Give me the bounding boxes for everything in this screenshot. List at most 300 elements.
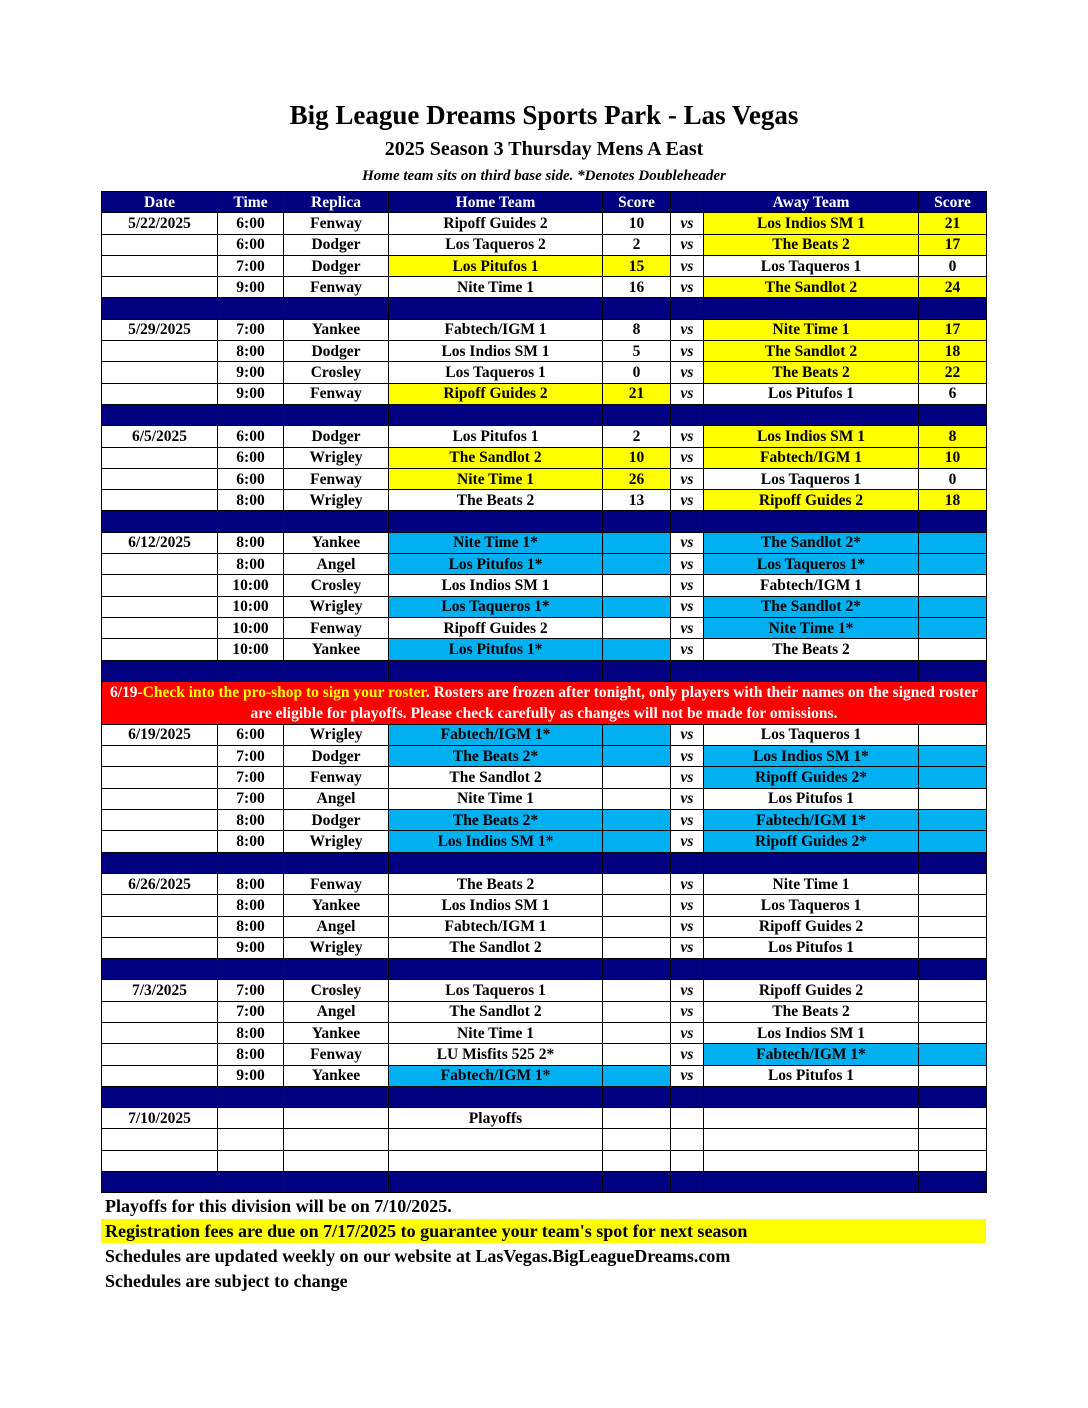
cell-away-team: Ripoff Guides 2 (704, 980, 919, 1001)
cell-away-score (919, 1022, 987, 1043)
game-row (102, 213, 987, 234)
cell-home-team (389, 1129, 603, 1150)
cell-home-score: 8 (603, 319, 671, 340)
cell-time: 8:00 (218, 490, 284, 511)
cell-home-team: The Beats 2* (389, 746, 603, 767)
cell-vs: vs (671, 490, 704, 511)
cell-home-team: Playoffs (389, 1108, 603, 1129)
cell-away-score (919, 810, 987, 831)
cell-away-team: Los Pitufos 1 (704, 788, 919, 809)
cell-time: 7:00 (218, 255, 284, 276)
cell-replica: Wrigley (284, 447, 389, 468)
game-row (102, 617, 987, 638)
cell-vs: vs (671, 980, 704, 1001)
game-row (102, 1001, 987, 1022)
cell-away-score: 18 (919, 341, 987, 362)
cell-vs: vs (671, 362, 704, 383)
cell-vs (671, 1150, 704, 1171)
separator-row (102, 404, 987, 425)
cell-vs: vs (671, 873, 704, 894)
separator-cell (671, 959, 704, 980)
separator-row (102, 959, 987, 980)
cell-date (102, 341, 218, 362)
cell-time: 7:00 (218, 319, 284, 340)
cell-home-team: The Sandlot 2 (389, 447, 603, 468)
separator-cell (284, 1172, 389, 1193)
game-row (102, 532, 987, 553)
cell-away-score: 17 (919, 319, 987, 340)
cell-replica: Dodger (284, 255, 389, 276)
cell-time: 6:00 (218, 724, 284, 745)
separator-cell (919, 298, 987, 319)
cell-away-team: The Beats 2 (704, 639, 919, 660)
col-header-date: Date (102, 192, 218, 213)
cell-date (102, 1001, 218, 1022)
cell-date (102, 362, 218, 383)
cell-time: 9:00 (218, 937, 284, 958)
cell-away-team: Los Taqueros 1* (704, 554, 919, 575)
separator-cell (704, 660, 919, 681)
cell-home-score (603, 532, 671, 553)
cell-home-score (603, 788, 671, 809)
cell-vs: vs (671, 1065, 704, 1086)
game-row (102, 767, 987, 788)
cell-replica: Wrigley (284, 490, 389, 511)
cell-date (102, 617, 218, 638)
cell-replica: Fenway (284, 1044, 389, 1065)
cell-home-score: 16 (603, 277, 671, 298)
cell-away-team: Los Indios SM 1* (704, 746, 919, 767)
cell-away-score (919, 639, 987, 660)
separator-cell (102, 959, 218, 980)
cell-vs: vs (671, 895, 704, 916)
game-row (102, 724, 987, 745)
cell-date (102, 447, 218, 468)
game-row (102, 383, 987, 404)
separator-cell (671, 1172, 704, 1193)
cell-away-score (919, 937, 987, 958)
cell-home-team: Los Pitufos 1 (389, 255, 603, 276)
cell-vs: vs (671, 532, 704, 553)
notice-text: . Rosters are frozen after tonight, only players with their names on the signed roster are eligible for playoffs. Please check carefully as changes will not be made for omissions. (250, 683, 979, 722)
separator-cell (102, 404, 218, 425)
cell-home-score: 13 (603, 490, 671, 511)
cell-vs: vs (671, 831, 704, 852)
separator-cell (919, 660, 987, 681)
game-row (102, 746, 987, 767)
cell-home-team: Los Indios SM 1 (389, 575, 603, 596)
cell-away-score: 10 (919, 447, 987, 468)
separator-cell (704, 298, 919, 319)
separator-cell (102, 1086, 218, 1107)
cell-away-team: The Sandlot 2 (704, 341, 919, 362)
separator-cell (704, 959, 919, 980)
cell-replica: Crosley (284, 980, 389, 1001)
home-team-note: Home team sits on third base side. *Denotes Doubleheader (362, 168, 726, 184)
cell-replica: Crosley (284, 362, 389, 383)
cell-home-team: Los Pitufos 1 (389, 426, 603, 447)
separator-cell (284, 1086, 389, 1107)
cell-vs: vs (671, 277, 704, 298)
separator-cell (284, 404, 389, 425)
cell-home-score: 5 (603, 341, 671, 362)
cell-home-score: 10 (603, 447, 671, 468)
cell-time: 8:00 (218, 895, 284, 916)
cell-home-team: Fabtech/IGM 1* (389, 1065, 603, 1086)
cell-away-score: 8 (919, 426, 987, 447)
cell-vs: vs (671, 234, 704, 255)
cell-home-team: LU Misfits 525 2* (389, 1044, 603, 1065)
game-row (102, 234, 987, 255)
cell-date (102, 1044, 218, 1065)
separator-cell (284, 298, 389, 319)
cell-away-team: Nite Time 1 (704, 873, 919, 894)
cell-date (102, 277, 218, 298)
cell-replica: Wrigley (284, 724, 389, 745)
cell-time: 8:00 (218, 532, 284, 553)
cell-vs: vs (671, 617, 704, 638)
cell-home-team: Los Taqueros 1 (389, 980, 603, 1001)
cell-replica: Yankee (284, 319, 389, 340)
cell-away-team: Los Pitufos 1 (704, 1065, 919, 1086)
cell-vs: vs (671, 319, 704, 340)
cell-away-score: 21 (919, 213, 987, 234)
separator-cell (102, 511, 218, 532)
cell-away-team: The Sandlot 2 (704, 277, 919, 298)
cell-home-team: Ripoff Guides 2 (389, 383, 603, 404)
cell-date (102, 1129, 218, 1150)
game-row (102, 810, 987, 831)
separator-row (102, 660, 987, 681)
cell-date: 7/3/2025 (102, 980, 218, 1001)
cell-home-score (603, 724, 671, 745)
separator-cell (919, 959, 987, 980)
cell-away-team: Los Indios SM 1 (704, 426, 919, 447)
cell-away-team: Fabtech/IGM 1 (704, 575, 919, 596)
separator-cell (671, 404, 704, 425)
game-row (102, 831, 987, 852)
cell-home-team: The Beats 2 (389, 873, 603, 894)
cell-vs: vs (671, 426, 704, 447)
cell-date (102, 575, 218, 596)
game-row (102, 362, 987, 383)
cell-vs: vs (671, 255, 704, 276)
cell-time: 8:00 (218, 831, 284, 852)
cell-away-score (919, 1065, 987, 1086)
col-header-vs (671, 192, 704, 213)
cell-vs: vs (671, 937, 704, 958)
cell-away-team: Los Indios SM 1 (704, 213, 919, 234)
cell-away-team: Los Pitufos 1 (704, 383, 919, 404)
cell-time: 8:00 (218, 1044, 284, 1065)
cell-time: 6:00 (218, 426, 284, 447)
game-row (102, 873, 987, 894)
separator-cell (218, 959, 284, 980)
cell-time: 8:00 (218, 1022, 284, 1043)
cell-home-team: Los Pitufos 1* (389, 639, 603, 660)
cell-vs: vs (671, 746, 704, 767)
cell-away-team (704, 1108, 919, 1129)
separator-cell (389, 660, 603, 681)
col-header-replica: Replica (284, 192, 389, 213)
cell-vs: vs (671, 1001, 704, 1022)
cell-home-score (603, 1022, 671, 1043)
cell-away-team: Fabtech/IGM 1* (704, 810, 919, 831)
cell-home-team (389, 1150, 603, 1171)
cell-date (102, 596, 218, 617)
cell-replica: Angel (284, 916, 389, 937)
cell-away-team: Los Indios SM 1 (704, 1022, 919, 1043)
cell-vs: vs (671, 468, 704, 489)
col-header-away-score: Score (919, 192, 987, 213)
cell-date: 6/26/2025 (102, 873, 218, 894)
cell-away-score: 24 (919, 277, 987, 298)
cell-away-score: 0 (919, 468, 987, 489)
cell-date (102, 831, 218, 852)
cell-home-team: Nite Time 1* (389, 532, 603, 553)
cell-date: 6/12/2025 (102, 532, 218, 553)
separator-cell (919, 852, 987, 873)
table-header-row (102, 192, 987, 213)
cell-date (102, 916, 218, 937)
cell-replica: Dodger (284, 746, 389, 767)
cell-away-score: 18 (919, 490, 987, 511)
cell-date (102, 1022, 218, 1043)
cell-replica: Dodger (284, 234, 389, 255)
cell-replica: Angel (284, 1001, 389, 1022)
cell-home-score (603, 575, 671, 596)
separator-cell (671, 660, 704, 681)
cell-away-score: 17 (919, 234, 987, 255)
cell-away-score (919, 596, 987, 617)
notice-highlight: Check into the pro-shop to sign your roster (142, 683, 426, 701)
separator-cell (671, 511, 704, 532)
cell-time (218, 1150, 284, 1171)
separator-cell (671, 1086, 704, 1107)
game-row (102, 788, 987, 809)
cell-vs: vs (671, 810, 704, 831)
cell-home-team: Los Indios SM 1 (389, 341, 603, 362)
cell-replica: Crosley (284, 575, 389, 596)
separator-cell (704, 404, 919, 425)
cell-home-score (603, 1108, 671, 1129)
cell-replica: Yankee (284, 1065, 389, 1086)
cell-home-score: 2 (603, 234, 671, 255)
cell-replica (284, 1129, 389, 1150)
game-row (102, 319, 987, 340)
cell-away-score (919, 1044, 987, 1065)
cell-date (102, 810, 218, 831)
cell-replica: Wrigley (284, 596, 389, 617)
separator-cell (671, 852, 704, 873)
separator-cell (704, 852, 919, 873)
cell-away-score: 6 (919, 383, 987, 404)
separator-cell (919, 1086, 987, 1107)
cell-away-team: The Beats 2 (704, 234, 919, 255)
cell-away-score (919, 767, 987, 788)
cell-away-score (919, 575, 987, 596)
cell-away-team: Los Taqueros 1 (704, 468, 919, 489)
cell-date (102, 895, 218, 916)
cell-replica: Fenway (284, 277, 389, 298)
game-row (102, 895, 987, 916)
separator-cell (218, 298, 284, 319)
cell-replica: Yankee (284, 639, 389, 660)
game-row (102, 575, 987, 596)
cell-home-score (603, 1044, 671, 1065)
cell-vs: vs (671, 767, 704, 788)
cell-replica (284, 1108, 389, 1129)
cell-vs: vs (671, 1044, 704, 1065)
cell-date: 6/19/2025 (102, 724, 218, 745)
cell-time (218, 1129, 284, 1150)
cell-replica: Yankee (284, 895, 389, 916)
cell-replica: Angel (284, 554, 389, 575)
separator-cell (603, 1086, 671, 1107)
cell-date (102, 383, 218, 404)
cell-time: 10:00 (218, 639, 284, 660)
cell-home-score (603, 639, 671, 660)
cell-away-score (919, 1150, 987, 1171)
cell-away-team: Los Taqueros 1 (704, 724, 919, 745)
game-row (102, 341, 987, 362)
cell-home-score (603, 895, 671, 916)
cell-home-team: Nite Time 1 (389, 468, 603, 489)
cell-replica: Fenway (284, 767, 389, 788)
cell-home-team: Los Indios SM 1 (389, 895, 603, 916)
cell-home-team: Los Taqueros 2 (389, 234, 603, 255)
cell-away-score (919, 831, 987, 852)
cell-away-team: Ripoff Guides 2 (704, 916, 919, 937)
separator-cell (671, 298, 704, 319)
cell-away-score (919, 554, 987, 575)
cell-away-team: Ripoff Guides 2* (704, 831, 919, 852)
cell-date: 5/29/2025 (102, 319, 218, 340)
separator-cell (102, 660, 218, 681)
cell-time: 8:00 (218, 341, 284, 362)
cell-vs: vs (671, 916, 704, 937)
cell-home-team: Los Pitufos 1* (389, 554, 603, 575)
game-row (102, 980, 987, 1001)
cell-replica: Fenway (284, 383, 389, 404)
game-row (102, 1044, 987, 1065)
separator-cell (603, 511, 671, 532)
game-row (102, 1129, 987, 1150)
roster-notice (102, 681, 987, 724)
cell-date (102, 554, 218, 575)
separator-cell (218, 511, 284, 532)
cell-vs: vs (671, 724, 704, 745)
cell-away-team: Nite Time 1* (704, 617, 919, 638)
cell-replica: Dodger (284, 426, 389, 447)
separator-cell (102, 1172, 218, 1193)
cell-vs: vs (671, 341, 704, 362)
cell-replica: Fenway (284, 468, 389, 489)
cell-away-score (919, 1108, 987, 1129)
col-header-time: Time (218, 192, 284, 213)
cell-home-team: The Beats 2 (389, 490, 603, 511)
separator-cell (919, 1172, 987, 1193)
cell-home-score (603, 617, 671, 638)
cell-home-score (603, 1001, 671, 1022)
separator-cell (603, 852, 671, 873)
cell-date: 5/22/2025 (102, 213, 218, 234)
cell-home-team: Nite Time 1 (389, 277, 603, 298)
cell-away-score (919, 788, 987, 809)
separator-cell (389, 852, 603, 873)
cell-home-score (603, 810, 671, 831)
game-row (102, 277, 987, 298)
cell-home-team: The Sandlot 2 (389, 767, 603, 788)
cell-away-team: Fabtech/IGM 1* (704, 1044, 919, 1065)
separator-cell (389, 1086, 603, 1107)
cell-home-score (603, 980, 671, 1001)
cell-home-team: The Beats 2* (389, 810, 603, 831)
separator-cell (603, 298, 671, 319)
cell-home-score (603, 916, 671, 937)
cell-away-team: The Beats 2 (704, 1001, 919, 1022)
separator-cell (284, 852, 389, 873)
game-row (102, 255, 987, 276)
cell-home-score: 21 (603, 383, 671, 404)
cell-home-team: The Sandlot 2 (389, 937, 603, 958)
separator-cell (704, 511, 919, 532)
game-row (102, 916, 987, 937)
separator-cell (102, 298, 218, 319)
cell-away-team (704, 1129, 919, 1150)
cell-home-team: Los Indios SM 1* (389, 831, 603, 852)
cell-vs (671, 1108, 704, 1129)
cell-replica: Fenway (284, 213, 389, 234)
cell-vs: vs (671, 213, 704, 234)
cell-home-team: Nite Time 1 (389, 788, 603, 809)
cell-away-team (704, 1150, 919, 1171)
cell-date (102, 788, 218, 809)
separator-row (102, 298, 987, 319)
notice-date: 6/19- (109, 683, 143, 701)
separator-cell (218, 1086, 284, 1107)
separator-cell (603, 404, 671, 425)
col-header-away-team: Away Team (704, 192, 919, 213)
cell-vs: vs (671, 383, 704, 404)
cell-home-team: Ripoff Guides 2 (389, 617, 603, 638)
cell-replica: Yankee (284, 532, 389, 553)
cell-time: 10:00 (218, 617, 284, 638)
separator-cell (284, 959, 389, 980)
cell-home-score (603, 873, 671, 894)
cell-vs (671, 1129, 704, 1150)
game-row (102, 937, 987, 958)
separator-cell (603, 660, 671, 681)
cell-away-team: Los Taqueros 1 (704, 255, 919, 276)
cell-time: 8:00 (218, 554, 284, 575)
separator-row (102, 511, 987, 532)
cell-home-score: 0 (603, 362, 671, 383)
game-row (102, 1150, 987, 1171)
separator-cell (102, 852, 218, 873)
cell-time: 9:00 (218, 383, 284, 404)
cell-home-score (603, 596, 671, 617)
cell-away-team: Ripoff Guides 2* (704, 767, 919, 788)
cell-time: 6:00 (218, 468, 284, 489)
cell-home-team: The Sandlot 2 (389, 1001, 603, 1022)
col-header-home-team: Home Team (389, 192, 603, 213)
cell-replica: Yankee (284, 1022, 389, 1043)
cell-home-score (603, 746, 671, 767)
cell-replica: Wrigley (284, 937, 389, 958)
col-header-home-score: Score (603, 192, 671, 213)
separator-cell (284, 660, 389, 681)
